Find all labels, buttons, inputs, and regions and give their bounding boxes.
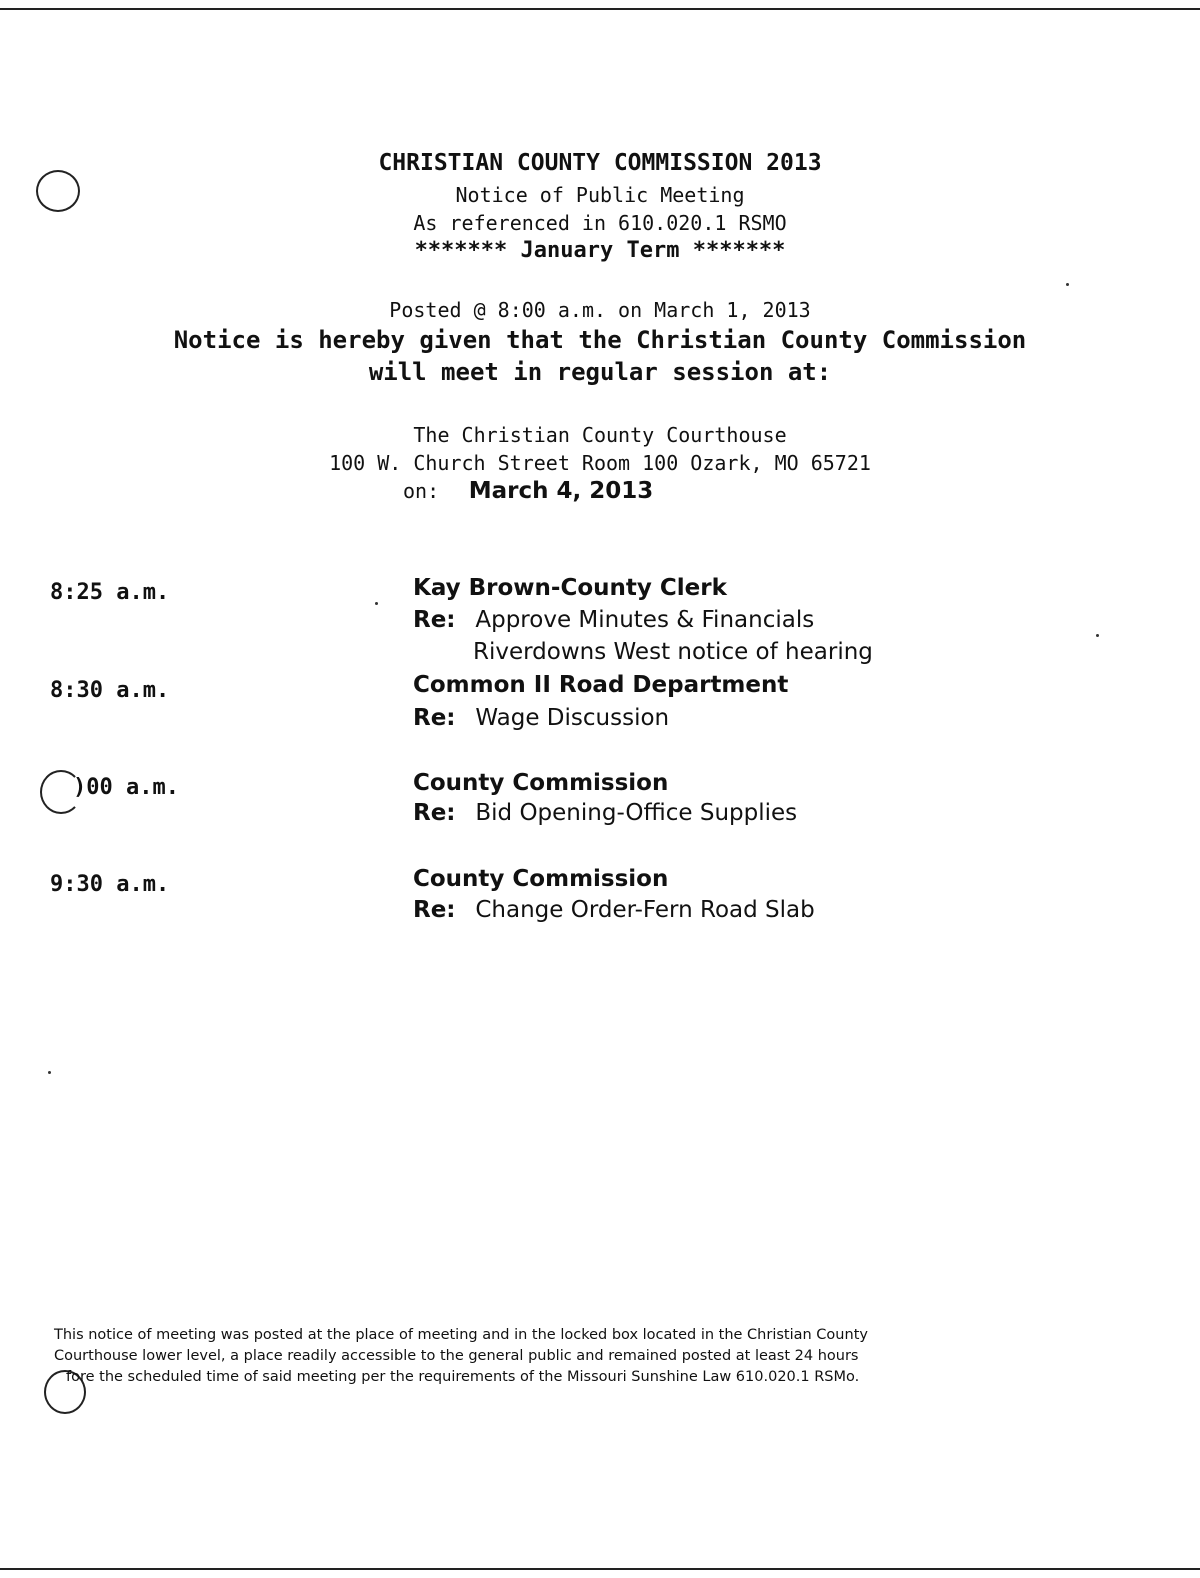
posting-footnote [54, 1325, 1144, 1388]
scan-speck [375, 602, 378, 605]
notice-line-2: will meet in regular session at: [368, 358, 832, 386]
agenda-time: 8:25 a.m. [50, 580, 170, 605]
footnote-line: This notice of meeting was posted at the place of meeting and in the locked box located in the Christian County [54, 1327, 868, 1343]
notice-line-1: Notice is hereby given that the Christian County Commission [173, 326, 1027, 354]
footnote-line: fore the scheduled time of said meeting per the requirements of the Missouri Sunshine Law 610.020.1 RSMo. [66, 1369, 860, 1385]
term-line: ******* January Term ******* [414, 238, 786, 263]
agenda-time: 9:30 a.m. [50, 872, 170, 897]
courthouse-name: The Christian County Courthouse [413, 423, 787, 447]
agenda-re-line [413, 897, 815, 923]
on-label: on: [403, 479, 440, 503]
scan-speck [48, 1071, 51, 1074]
document-subtitle: Notice of Public Meeting [455, 183, 745, 207]
agenda-re-line [413, 705, 669, 731]
agenda-re-line [473, 639, 873, 665]
agenda-presenter: Kay Brown-County Clerk [413, 575, 727, 601]
scan-bottom-edge [0, 1568, 1200, 1570]
re-label: Re: [413, 705, 456, 731]
agenda-re-line [413, 800, 797, 826]
footnote-line: Courthouse lower level, a place readily accessible to the general public and remained posted at least 24 hours [54, 1348, 859, 1364]
re-label: Re: [413, 897, 456, 923]
meeting-date: March 4, 2013 [468, 478, 654, 504]
scan-speck [1096, 634, 1099, 637]
document-title: CHRISTIAN COUNTY COMMISSION 2013 [378, 150, 822, 176]
agenda-presenter: Common II Road Department [413, 672, 789, 698]
agenda-item: Riverdowns West notice of hearing [473, 639, 873, 665]
agenda-time: 8:30 a.m. [50, 678, 170, 703]
agenda-time: )00 a.m. [73, 775, 179, 800]
agenda-item: Approve Minutes & Financials [475, 607, 815, 633]
statute-reference: As referenced in 610.020.1 RSMO [413, 211, 787, 235]
scan-top-edge [0, 8, 1200, 10]
agenda-item: Bid Opening-Office Supplies [475, 800, 798, 826]
agenda-presenter: County Commission [413, 770, 669, 796]
posted-line: Posted @ 8:00 a.m. on March 1, 2013 [389, 298, 811, 322]
meeting-date-line [403, 478, 653, 504]
scan-speck [1066, 283, 1069, 286]
agenda-item: Wage Discussion [475, 705, 670, 731]
agenda-re-line [413, 607, 814, 633]
courthouse-address: 100 W. Church Street Room 100 Ozark, MO 65721 [329, 451, 871, 475]
agenda-item: Change Order-Fern Road Slab [475, 897, 815, 923]
re-label: Re: [413, 800, 456, 826]
agenda-presenter: County Commission [413, 866, 669, 892]
re-label: Re: [413, 607, 456, 633]
